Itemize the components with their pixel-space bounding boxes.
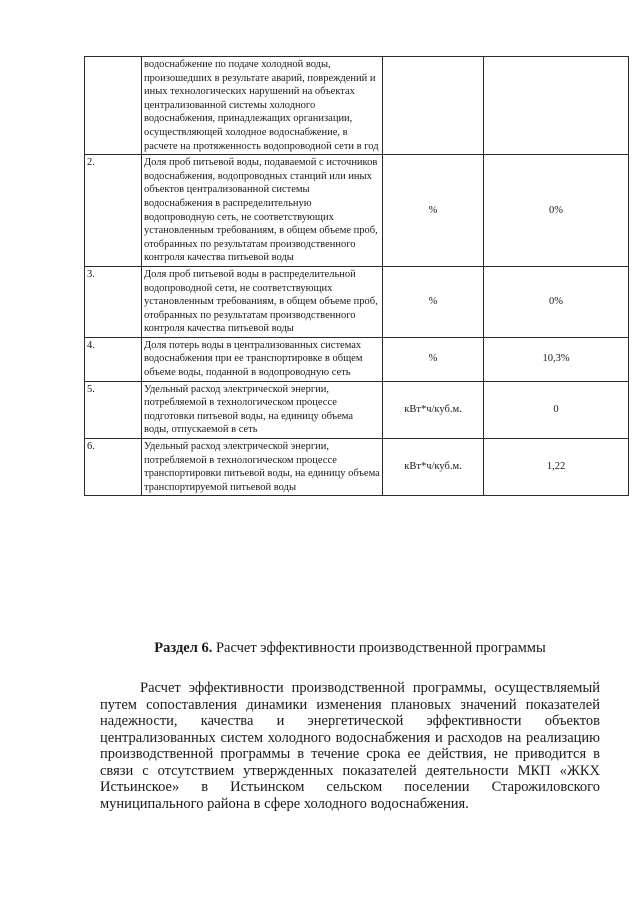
indicator-name: Доля проб питьевой воды в распределительной водопроводной сети, не соответствующих установленным требованиям, в общем объеме проб, отобранных по результатам производственного контроля качества питьевой воды bbox=[142, 266, 383, 337]
body-text bbox=[100, 680, 600, 812]
row-number: 3. bbox=[85, 266, 142, 337]
indicator-value: 0% bbox=[484, 266, 629, 337]
indicator-value: 0% bbox=[484, 155, 629, 267]
indicator-unit bbox=[383, 57, 484, 155]
section-title: Расчет эффективности производственной программы bbox=[212, 640, 546, 656]
indicators-table bbox=[84, 56, 629, 496]
indicator-value bbox=[484, 57, 629, 155]
table-row bbox=[85, 155, 629, 267]
indicator-value: 1,22 bbox=[484, 439, 629, 496]
indicator-name: Удельный расход электрической энергии, потребляемой в технологическом процессе подготовки питьевой воды, на единицу объема воды, отпускаемой в сеть bbox=[142, 381, 383, 438]
table-row bbox=[85, 266, 629, 337]
paragraph: Расчет эффективности производственной программы, осуществляемый путем сопоставления динамики изменения плановых значений показателей надежности, качества и энергетической эффективности объектов централизованных систем холодного водоснабжения и расходов на реализацию производственной программы в течение срока ее действия, не приводится в связи с отсутствием утвержденных показателей деятельности МКП «ЖКХ Истьинское» в Истьинском сельском поселении Старожиловского муниципального района в сфере холодного водоснабжения. bbox=[100, 680, 600, 812]
indicator-name: Доля потерь воды в централизованных системах водоснабжения при ее транспортировке в общем объеме воды, поданной в водопроводную сеть bbox=[142, 337, 383, 381]
row-number: 6. bbox=[85, 439, 142, 496]
table-row bbox=[85, 439, 629, 496]
row-number: 4. bbox=[85, 337, 142, 381]
indicator-unit: % bbox=[383, 155, 484, 267]
table-row bbox=[85, 337, 629, 381]
row-number bbox=[85, 57, 142, 155]
table-row bbox=[85, 381, 629, 438]
indicator-name: водоснабжение по подаче холодной воды, произошедших в результате аварий, повреждений и иных технологических нарушений на объектах централизованной системы холодного водоснабжения, принадлежащих организации, осуществляющей холодное водоснабжение, в расчете на протяженность водопроводной сети в год bbox=[142, 57, 383, 155]
row-number: 2. bbox=[85, 155, 142, 267]
indicator-name: Доля проб питьевой воды, подаваемой с источников водоснабжения, водопроводных станций или иных объектов централизованной системы водоснабжения в распределительную водопроводную сеть, не соответствующих установленным требованиям, в общем объеме проб, отобранных по результатам производственного контроля качества питьевой воды bbox=[142, 155, 383, 267]
indicator-name: Удельный расход электрической энергии, потребляемой в технологическом процессе транспортировки питьевой воды, на единицу объема транспортируемой питьевой воды bbox=[142, 439, 383, 496]
indicator-unit: кВт*ч/куб.м. bbox=[383, 439, 484, 496]
indicator-unit: % bbox=[383, 337, 484, 381]
row-number: 5. bbox=[85, 381, 142, 438]
table-row bbox=[85, 57, 629, 155]
indicator-unit: % bbox=[383, 266, 484, 337]
section-heading bbox=[84, 640, 616, 657]
indicator-unit: кВт*ч/куб.м. bbox=[383, 381, 484, 438]
section-label: Раздел 6. bbox=[154, 640, 213, 656]
indicator-value: 0 bbox=[484, 381, 629, 438]
indicator-value: 10,3% bbox=[484, 337, 629, 381]
